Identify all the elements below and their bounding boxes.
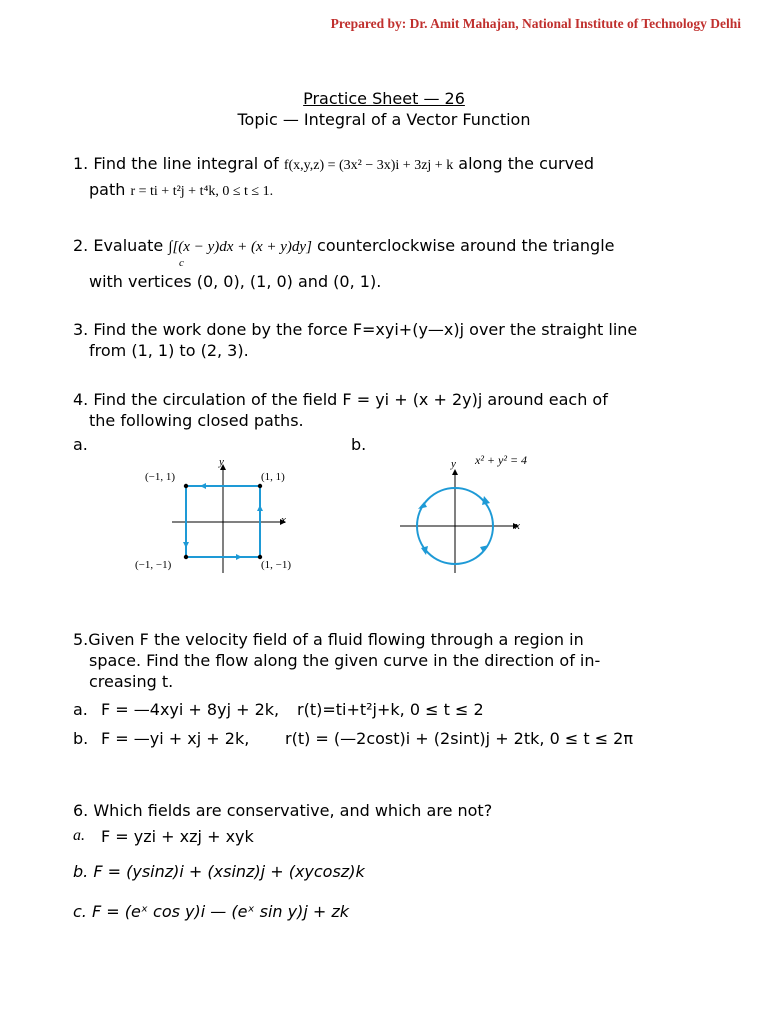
fig-a-top-arrow-icon bbox=[200, 483, 206, 489]
q4-line1: 4. Find the circulation of the field F = yi + (x + 2y)j around each of bbox=[73, 390, 608, 409]
q2-integral: ∫[(x − y)dx + (x + y)dy] bbox=[168, 239, 312, 255]
fig-b-arrow-ur-icon bbox=[482, 496, 490, 505]
q1-text-b: along the curved bbox=[458, 154, 595, 173]
fig-a-bottom-arrow-icon bbox=[236, 554, 242, 560]
q3-line2: from (1, 1) to (2, 3). bbox=[89, 341, 249, 360]
q3-line1: 3. Find the work done by the force F=xyi+(y—x)j over the straight line bbox=[73, 320, 638, 339]
fig-b-y-label: y bbox=[451, 458, 456, 470]
q2-contour-label: c bbox=[179, 257, 184, 269]
fig-a-x-label: x bbox=[281, 514, 286, 526]
q6-c: c. F = (eˣ cos y)i — (eˣ sin y)j + zk bbox=[73, 902, 350, 921]
figure-b-circle-path bbox=[395, 455, 535, 580]
q6-b: b. F = (ysinz)i + (xsinz)j + (xycosz)k bbox=[73, 862, 365, 881]
fig-a-left-arrow-icon bbox=[183, 542, 189, 548]
q5-line2: space. Find the flow along the given curve in the direction of in- bbox=[89, 651, 601, 670]
fig-b-x-label: x bbox=[515, 520, 520, 532]
q1-text-a: 1. Find the line integral of bbox=[73, 154, 279, 173]
fig-a-vertex-tr bbox=[258, 484, 262, 488]
q6-a: F = yzi + xzj + xyk bbox=[101, 827, 254, 846]
q1-field: f(x,y,z) = (3x² − 3x)i + 3zj + k bbox=[283, 158, 454, 173]
q5-line3: creasing t. bbox=[89, 672, 174, 691]
fig-a-y-label: y bbox=[219, 456, 224, 468]
fig-a-vertex-bl bbox=[184, 555, 188, 559]
q4-line2: the following closed paths. bbox=[89, 411, 304, 430]
q5-line1: 5.Given F the velocity field of a fluid flowing through a region in bbox=[73, 630, 584, 649]
q5-b-label: b. bbox=[73, 729, 89, 748]
page-title: Practice Sheet — 26 bbox=[303, 89, 465, 108]
q5-a-curve: r(t)=ti+t²j+k, 0 ≤ t ≤ 2 bbox=[297, 700, 484, 719]
fig-a-label-br: (1, −1) bbox=[261, 559, 292, 571]
fig-a-label-bl: (−1, −1) bbox=[135, 559, 172, 571]
q5-a-label: a. bbox=[73, 700, 88, 719]
fig-b-equation: x² + y² = 4 bbox=[475, 453, 528, 467]
q1-text-c: path bbox=[89, 180, 126, 199]
page-topic: Topic — Integral of a Vector Function bbox=[237, 110, 531, 129]
q6-line1: 6. Which fields are conservative, and which are not? bbox=[73, 801, 493, 820]
q4-label-b: b. bbox=[351, 435, 367, 454]
q2-text-a: 2. Evaluate bbox=[73, 236, 164, 255]
q2-line1 bbox=[73, 236, 615, 256]
q2-line2: with vertices (0, 0), (1, 0) and (0, 1). bbox=[89, 272, 382, 291]
fig-a-label-tr: (1, 1) bbox=[261, 471, 285, 483]
q1-line2 bbox=[89, 180, 273, 200]
q5-b-field: F = —yi + xj + 2k, bbox=[101, 729, 250, 748]
fig-a-vertex-tl bbox=[184, 484, 188, 488]
q5-b-curve: r(t) = (—2cost)i + (2sint)j + 2tk, 0 ≤ t ≤ 2π bbox=[285, 729, 633, 748]
fig-a-right-arrow-icon bbox=[257, 505, 263, 511]
fig-a-label-tl: (−1, 1) bbox=[145, 471, 176, 483]
q4-label-a: a. bbox=[73, 435, 88, 454]
q2-text-b: counterclockwise around the triangle bbox=[317, 236, 615, 255]
q6-a-label: a. bbox=[73, 827, 85, 844]
q1-line1 bbox=[73, 154, 594, 174]
q1-path: r = ti + t²j + t⁴k, 0 ≤ t ≤ 1. bbox=[130, 184, 274, 199]
fig-b-arrow-ll-icon bbox=[421, 546, 428, 555]
q5-a-field: F = —4xyi + 8yj + 2k, bbox=[101, 700, 280, 719]
page-header: Prepared by: Dr. Amit Mahajan, National Institute of Technology Delhi bbox=[330, 16, 741, 31]
